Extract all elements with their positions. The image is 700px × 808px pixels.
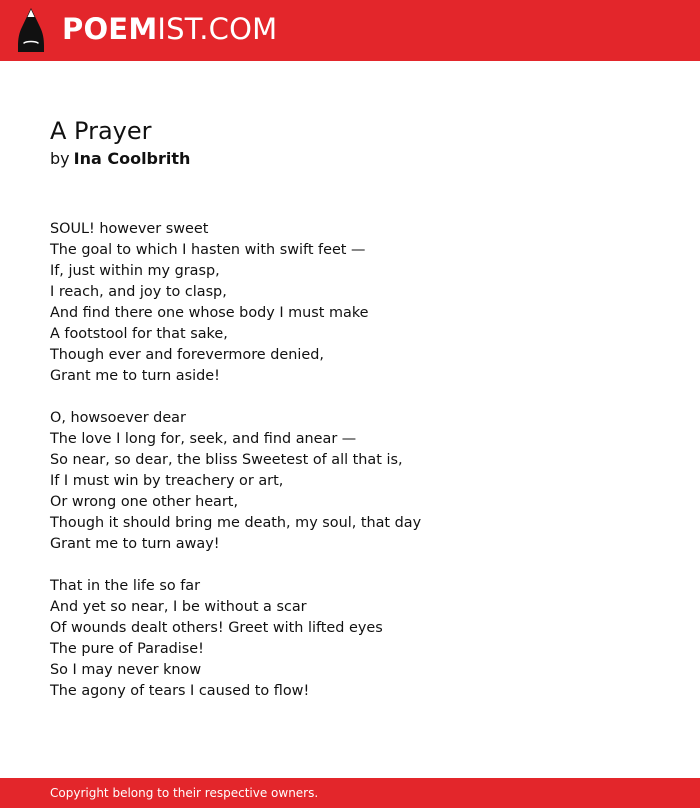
poem-content: [50, 116, 650, 723]
site-logo-link[interactable]: [18, 7, 277, 53]
stanza-2: [50, 408, 650, 555]
poem-line: The agony of tears I caused to flow!: [50, 683, 310, 699]
poem-line: And find there one whose body I must make: [50, 305, 369, 321]
poem-line: So I may never know: [50, 662, 202, 678]
author-line: [50, 148, 650, 170]
pencil-tip-icon: [18, 8, 44, 52]
copyright-text: Copyright belong to their respective owners.: [50, 786, 319, 800]
stanza-1: [50, 219, 650, 387]
site-footer: [0, 778, 700, 808]
poem-line: Though it should bring me death, my soul, that day: [50, 515, 422, 531]
poem-line: Though ever and forevermore denied,: [50, 347, 324, 363]
author-name: Ina Coolbrith: [73, 149, 191, 168]
poem-line: The pure of Paradise!: [50, 641, 204, 657]
author-prefix: by: [50, 149, 70, 168]
poem-title: A Prayer: [50, 117, 152, 145]
poem-line: Grant me to turn aside!: [50, 368, 220, 384]
poem-line: The goal to which I hasten with swift feet —: [50, 242, 366, 258]
poem-line: O, howsoever dear: [50, 410, 186, 426]
poem-line: Or wrong one other heart,: [50, 494, 239, 510]
poem-line: So near, so dear, the bliss Sweetest of all that is,: [50, 452, 403, 468]
poem-line: If I must win by treachery or art,: [50, 473, 284, 489]
poem-line: That in the life so far: [50, 578, 200, 594]
logo-strong-text: POEM: [62, 11, 158, 46]
site-logo-wordmark: [62, 11, 278, 46]
poem-line: Grant me to turn away!: [50, 536, 220, 552]
poem-line: Of wounds dealt others! Greet with lifted eyes: [50, 620, 383, 636]
poem-line: The love I long for, seek, and find anear —: [50, 431, 357, 447]
site-header: [0, 0, 700, 61]
poem-line: If, just within my grasp,: [50, 263, 220, 279]
poem-line: I reach, and joy to clasp,: [50, 284, 227, 300]
logo-light-text: IST.COM: [157, 11, 278, 46]
poem-line: A footstool for that sake,: [50, 326, 228, 342]
stanza-3: [50, 576, 650, 702]
poem-line: SOUL! however sweet: [50, 221, 209, 237]
poem-line: And yet so near, I be without a scar: [50, 599, 307, 615]
poem-body: [50, 219, 650, 702]
